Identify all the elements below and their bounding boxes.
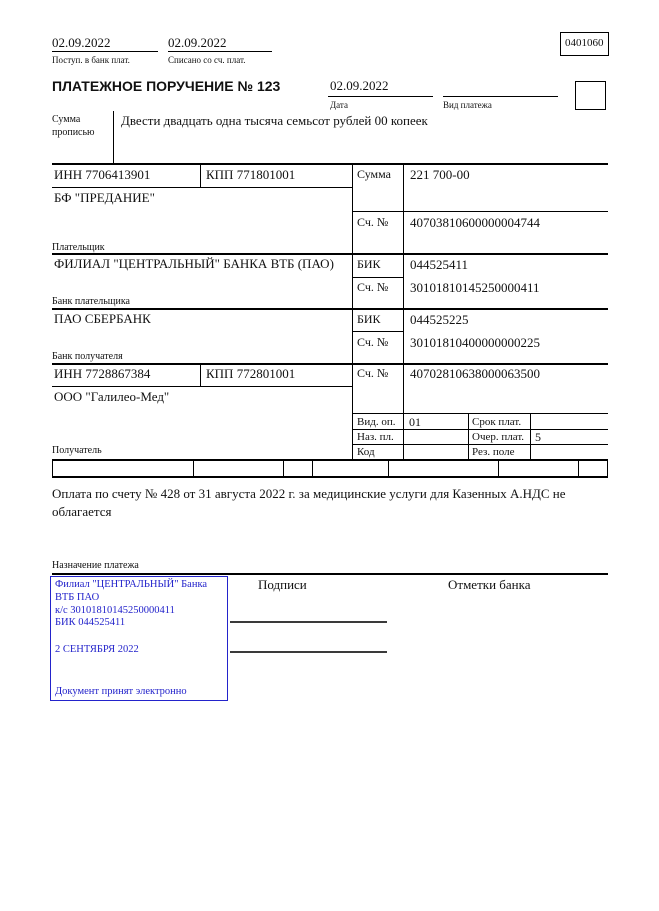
amount-words-value: Двести двадцать одна тысяча семьсот рублей 00 копеек <box>121 113 428 128</box>
priority-value: 5 <box>535 430 541 444</box>
received-date: 02.09.2022 <box>52 35 111 50</box>
payee-bank-account-label: Сч. № <box>357 335 389 349</box>
table-line <box>352 164 353 460</box>
payee-bank-bik-label: БИК <box>357 312 381 326</box>
table-line <box>52 461 53 477</box>
table-line <box>283 461 284 477</box>
payee-section-label: Получатель <box>52 445 102 456</box>
debited-date-underline <box>168 51 272 52</box>
table-line <box>352 211 608 212</box>
stamp-accepted-note: Документ принят электронно <box>55 686 187 697</box>
payer-account: 40703810600000004744 <box>410 215 540 230</box>
payer-kpp: КПП 771801001 <box>206 167 296 182</box>
table-line <box>352 413 608 414</box>
table-line <box>200 364 201 387</box>
payee-bank-bik: 044525225 <box>410 312 469 327</box>
payee-inn: ИНН 7728867384 <box>54 366 151 381</box>
table-line <box>52 363 608 365</box>
status-field-box <box>575 81 606 110</box>
payer-inn: ИНН 7706413901 <box>54 167 151 182</box>
document-title: ПЛАТЕЖНОЕ ПОРУЧЕНИЕ № 123 <box>52 78 281 94</box>
table-line <box>52 459 608 461</box>
table-line <box>52 573 608 575</box>
table-line <box>52 476 608 478</box>
payer-bank-section-label: Банк плательщика <box>52 296 130 307</box>
table-line <box>312 461 313 477</box>
payer-bank-account: 30101810145250000411 <box>410 280 540 295</box>
reserve-field-label: Рез. поле <box>472 446 515 458</box>
bank-marks-label: Отметки банка <box>448 577 531 592</box>
stamp-corr-account: к/с 30101810145250000411 <box>55 605 175 616</box>
signature-line <box>230 651 387 653</box>
table-line <box>607 461 608 477</box>
table-line <box>52 163 608 165</box>
payer-bank-account-label: Сч. № <box>357 280 389 294</box>
payer-bank-bik-label: БИК <box>357 257 381 271</box>
table-line <box>578 461 579 477</box>
table-line <box>193 461 194 477</box>
table-line <box>52 187 353 188</box>
due-date-label: Срок плат. <box>472 416 522 428</box>
payee-bank-section-label: Банк получателя <box>52 351 123 362</box>
table-line <box>498 461 499 477</box>
table-line <box>403 164 404 460</box>
table-line <box>352 429 608 430</box>
payee-kpp: КПП 772801001 <box>206 366 296 381</box>
payee-bank-name: ПАО СБЕРБАНК <box>54 311 151 326</box>
payment-purpose-label: Назначение платежа <box>52 560 139 571</box>
payer-bank-name: ФИЛИАЛ "ЦЕНТРАЛЬНЫЙ" БАНКА ВТБ (ПАО) <box>54 256 334 271</box>
payee-account-label: Сч. № <box>357 366 389 380</box>
payment-kind-underline <box>443 96 558 97</box>
payee-account: 40702810638000063500 <box>410 366 540 381</box>
payee-name: ООО "Галилео-Мед" <box>54 389 170 404</box>
signatures-label: Подписи <box>258 577 307 592</box>
received-date-underline <box>52 51 158 52</box>
table-line <box>52 253 608 255</box>
received-date-label: Поступ. в банк плат. <box>52 55 130 65</box>
op-type-label: Вид. оп. <box>357 416 396 428</box>
priority-label: Очер. плат. <box>472 431 525 443</box>
payer-name: БФ "ПРЕДАНИЕ" <box>54 190 155 205</box>
purpose-code-label: Наз. пл. <box>357 431 394 443</box>
op-type-value: 01 <box>409 415 421 429</box>
stamp-bank-name-line1: Филиал "ЦЕНТРАЛЬНЫЙ" Банка <box>55 579 208 590</box>
table-line <box>200 164 201 188</box>
stamp-bik: БИК 044525411 <box>55 617 126 628</box>
payment-purpose-text: Оплата по счету № 428 от 31 августа 2022 г. за медицинские услуги для Казенных А.НДС не облагается <box>52 486 566 519</box>
table-line <box>52 308 608 310</box>
payment-kind-label: Вид платежа <box>443 100 492 110</box>
table-line <box>52 386 353 387</box>
table-line <box>352 331 404 332</box>
amount-words-divider <box>113 111 114 164</box>
stamp-bank-name-line2: ВТБ ПАО <box>55 592 100 603</box>
payee-bank-account: 30101810400000000225 <box>410 335 540 350</box>
form-code-box <box>560 32 609 56</box>
table-line <box>468 414 469 460</box>
payer-section-label: Плательщик <box>52 242 105 253</box>
debited-date: 02.09.2022 <box>168 35 227 50</box>
form-code: 0401060 <box>565 37 604 49</box>
amount-value: 221 700-00 <box>410 167 470 182</box>
amount-words-label: Сумма прописью <box>52 114 95 138</box>
document-date: 02.09.2022 <box>330 78 389 93</box>
date-label: Дата <box>330 100 348 110</box>
date-underline <box>328 96 433 97</box>
table-line <box>352 277 404 278</box>
payer-account-label: Сч. № <box>357 215 389 229</box>
signature-line <box>230 621 387 623</box>
code-label: Код <box>357 446 375 458</box>
table-line <box>352 444 608 445</box>
payer-bank-bik: 044525411 <box>410 257 469 272</box>
amount-label: Сумма <box>357 167 391 181</box>
stamp-date: 2 СЕНТЯБРЯ 2022 <box>55 644 139 655</box>
table-line <box>530 414 531 460</box>
debited-date-label: Списано со сч. плат. <box>168 55 246 65</box>
table-line <box>388 461 389 477</box>
